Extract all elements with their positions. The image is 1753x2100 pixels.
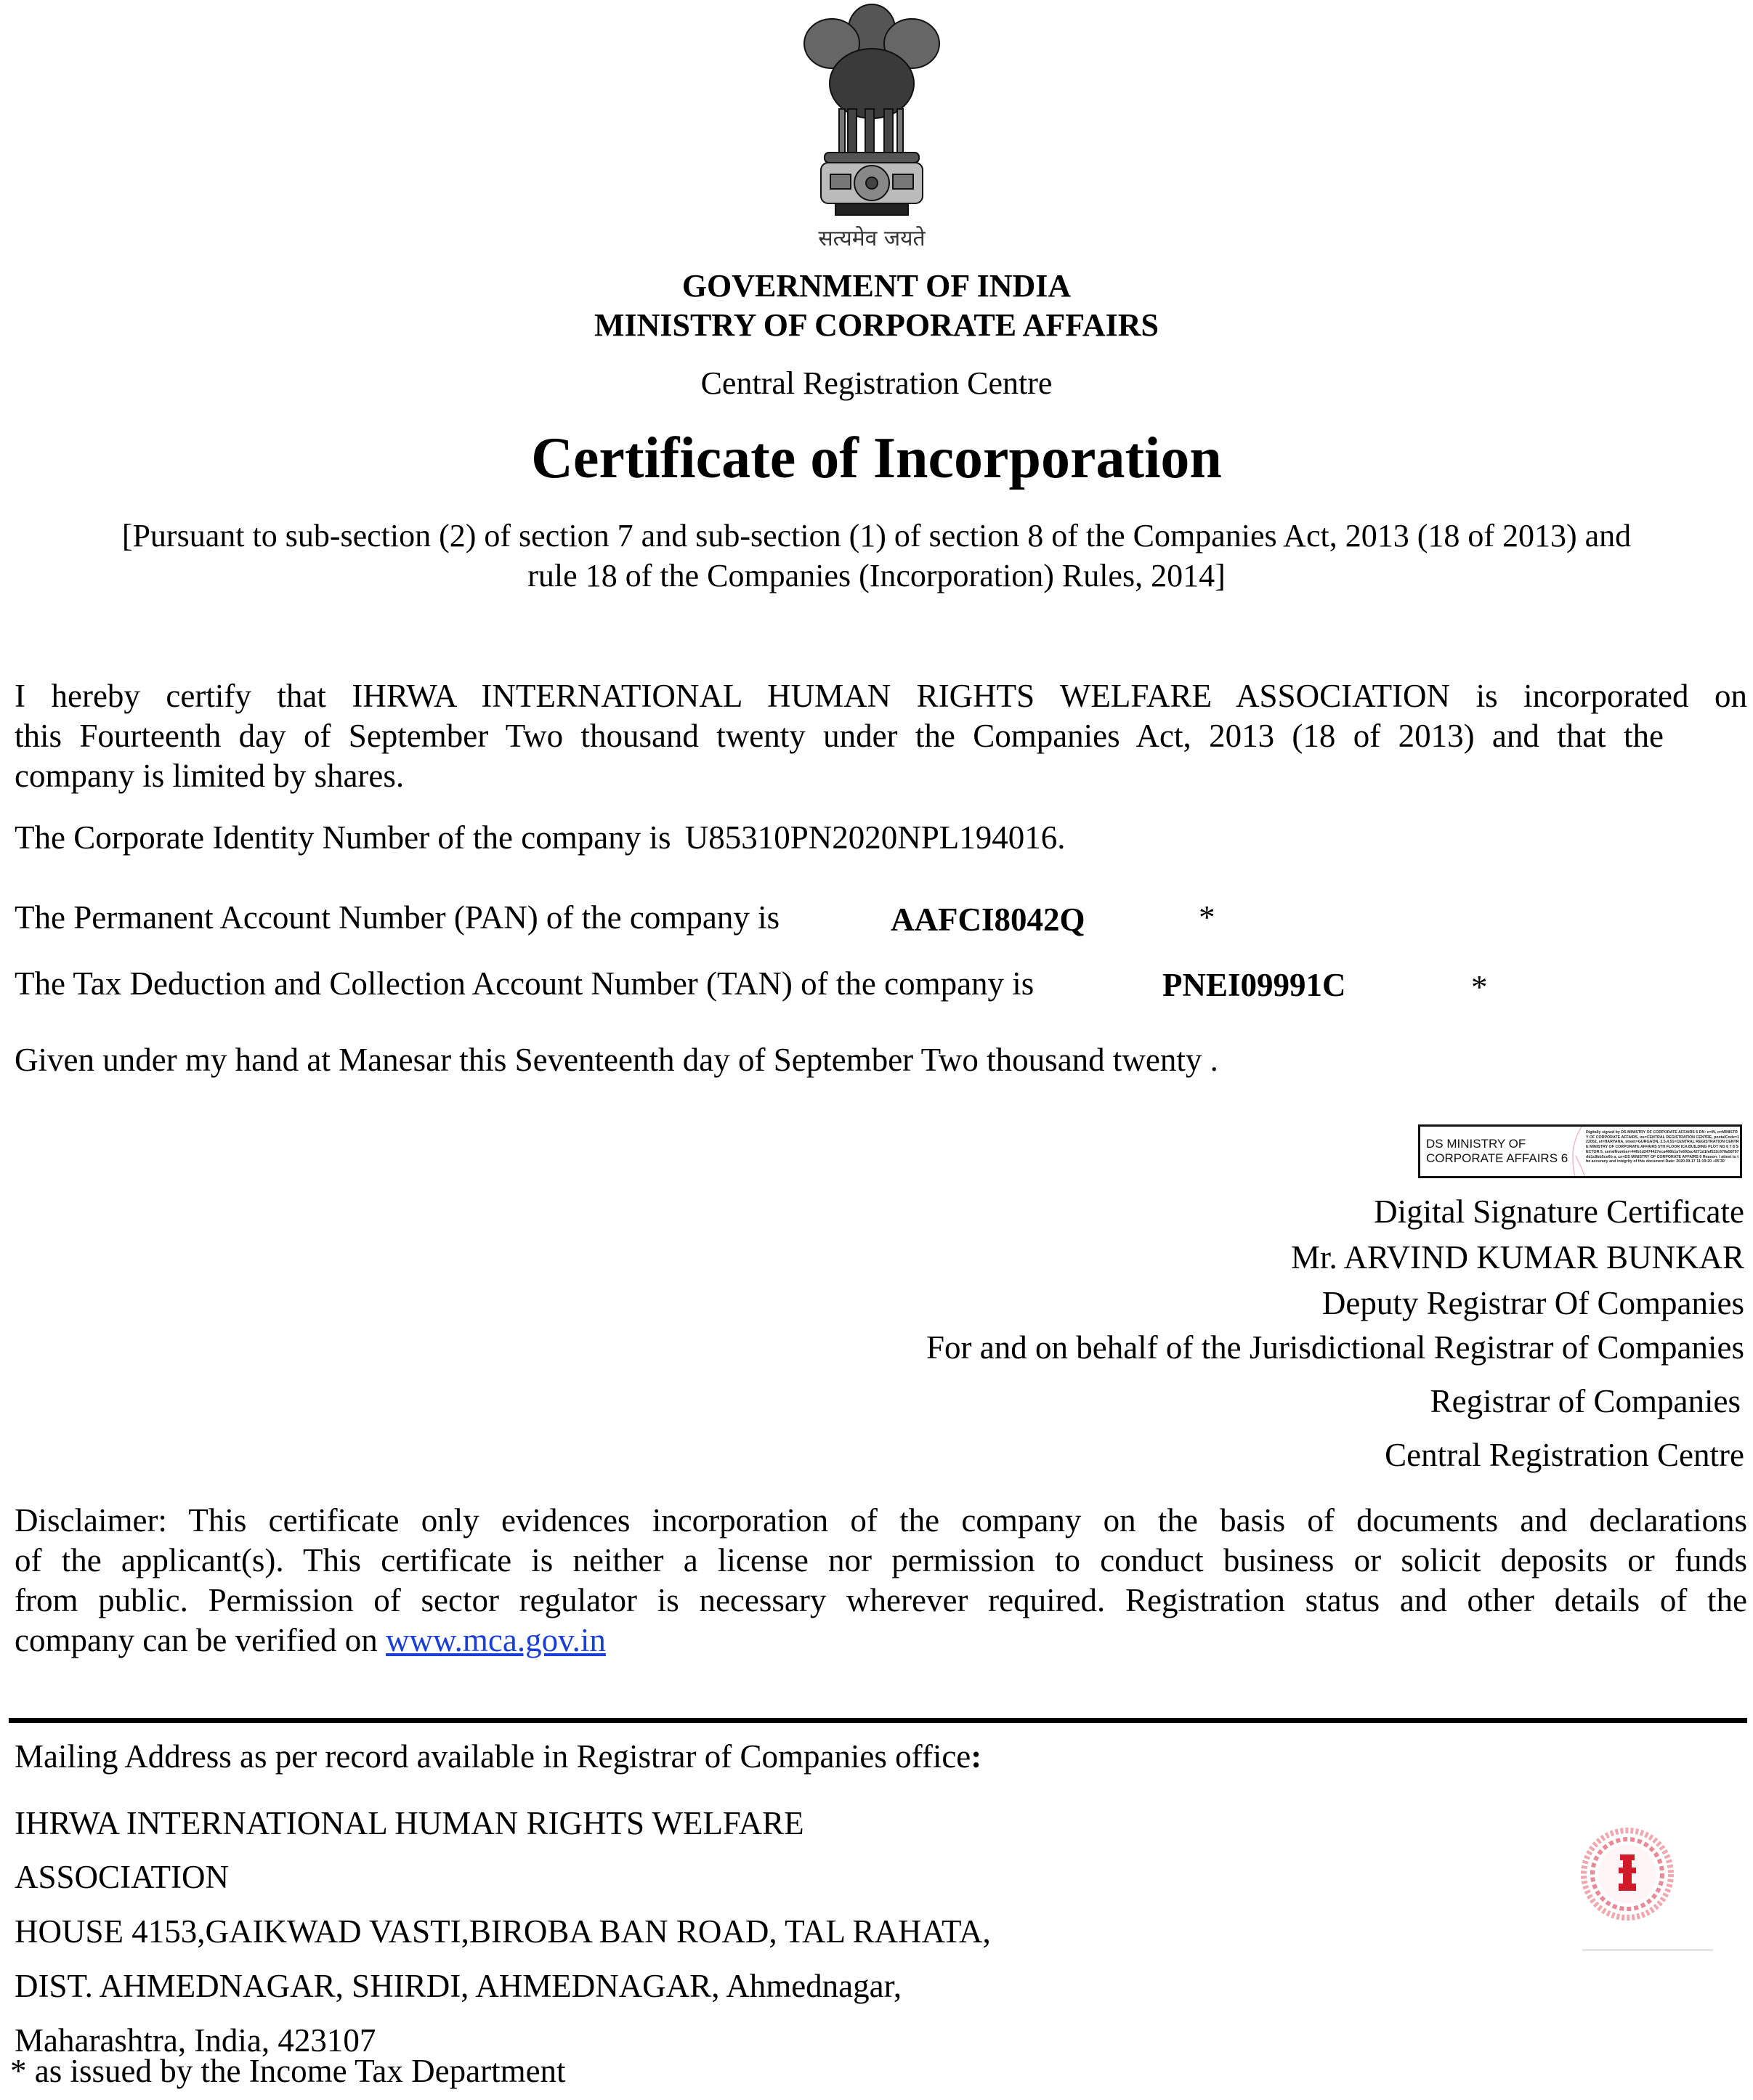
signatory-designation: Deputy Registrar Of Companies: [1321, 1285, 1744, 1321]
pursuant-line-1: [Pursuant to sub-section (2) of section 7 and sub-section (1) of section 8 of the Companies Act, 2013 (18 of 2013) and: [121, 518, 1632, 554]
address-line: Maharashtra, India, 423107: [15, 2022, 376, 2059]
tan-label: The Tax Deduction and Collection Account Number (TAN) of the company is: [15, 965, 1035, 1002]
cin-line: [15, 819, 1066, 856]
certify-line-2: this Fourteenth day of September Two thousand twenty under the Companies Act, 2013 (18 of 2013) and that the: [15, 718, 1664, 754]
digital-signature-box[interactable]: [1418, 1124, 1742, 1178]
disclaimer-line-1: Disclaimer: This certificate only evidences incorporation of the company on the basis of documents and declarations: [15, 1502, 1747, 1538]
footnote: * as issued by the Income Tax Department: [10, 2053, 566, 2089]
certify-line-1: I hereby certify that IHRWA INTERNATIONAL HUMAN RIGHTS WELFARE ASSOCIATION is incorporated on: [15, 678, 1747, 714]
page-title: Certificate of Incorporation: [531, 426, 1222, 490]
address-line: IHRWA INTERNATIONAL HUMAN RIGHTS WELFARE: [15, 1805, 804, 1841]
signer-name: DS MINISTRY OF CORPORATE AFFAIRS 6: [1426, 1137, 1568, 1165]
government-heading: GOVERNMENT OF INDIA: [681, 268, 1072, 304]
mailing-heading-colon: :: [971, 1738, 982, 1775]
ministry-heading: MINISTRY OF CORPORATE AFFAIRS: [594, 307, 1159, 343]
mca-seal-icon: [1580, 1827, 1675, 1921]
address-line: HOUSE 4153,GAIKWAD VASTI,BIROBA BAN ROAD, TAL RAHATA,: [15, 1913, 991, 1950]
pan-value: AAFCI8042Q: [891, 901, 1085, 938]
given-line: Given under my hand at Manesar this Seventeenth day of September Two thousand twenty .: [15, 1042, 1218, 1078]
tan-value: PNEI09991C: [1162, 967, 1346, 1003]
section-divider: [9, 1718, 1747, 1723]
pan-label: The Permanent Account Number (PAN) of the company is: [15, 899, 780, 936]
cin-label: The Corporate Identity Number of the company is: [15, 819, 671, 856]
signature-check-icon: [1566, 1127, 1587, 1178]
signatory-office: Registrar of Companies: [1430, 1383, 1741, 1419]
mailing-heading: [15, 1738, 981, 1775]
signature-details: Digitally signed by DS MINISTRY OF CORPORATE AFFAIRS 6 DN: c=IN, o=MINISTRY OF CORPORATE AFFAIRS, ou=CENTRAL REGISTRATION CENTRE, postalCode=122052, st=HARYANA, street=GURGAON, 2.5.4.51=CENTRAL REGISTRATION CENTRE MINISTRY OF CORPORATE AFFAIRS 5TH FLOOR ICA BUILDING PLOT NO 6 7 8 SECTOR 5, serialNumber=44fb1d2474427eca468b1a7e692ac4271d1faf522c678a58757dd1c8bb5ce6b a, cn=DS MINISTRY OF CORPORATE AFFAIRS 6 Reason: I attest to the accuracy and integrity of this document Date: 2020.09.17 11:19:20 +05'30': [1586, 1130, 1740, 1164]
pan-line: [15, 899, 780, 936]
tan-footnote-mark: *: [1471, 969, 1488, 1005]
signatory-behalf: For and on behalf of the Jurisdictional Registrar of Companies: [926, 1329, 1744, 1366]
address-line: DIST. AHMEDNAGAR, SHIRDI, AHMEDNAGAR, Ahmednagar,: [15, 1968, 902, 2004]
mca-website-link[interactable]: www.mca.gov.in: [386, 1622, 606, 1658]
stamp-divider: [1582, 1949, 1713, 1951]
disclaimer-line-3: from public. Permission of sector regulator is necessary wherever required. Registration status and other details of the: [15, 1582, 1747, 1618]
disclaimer-line-4-text: company can be verified on: [15, 1622, 378, 1658]
disclaimer-line-2: of the applicant(s). This certificate is neither a license nor permission to conduct business or solicit deposits or funds: [15, 1542, 1747, 1578]
centre-subheading: Central Registration Centre: [700, 365, 1053, 401]
signatory-name: Mr. ARVIND KUMAR BUNKAR: [1291, 1239, 1744, 1276]
signatory-centre: Central Registration Centre: [1385, 1437, 1744, 1473]
pursuant-line-2: rule 18 of the Companies (Incorporation) Rules, 2014]: [527, 558, 1226, 593]
pan-footnote-mark: *: [1199, 899, 1215, 936]
cin-value: U85310PN2020NPL194016.: [684, 819, 1066, 856]
emblem-motto: सत्यमेव जयते: [818, 226, 926, 251]
national-emblem-icon: [795, 0, 948, 251]
address-line: ASSOCIATION: [15, 1859, 230, 1895]
dsc-label: Digital Signature Certificate: [1374, 1193, 1744, 1230]
disclaimer-line-4: [15, 1621, 606, 1659]
mailing-heading-text: Mailing Address as per record available in Registrar of Companies office: [15, 1738, 971, 1775]
certify-line-3: company is limited by shares.: [15, 758, 405, 794]
tan-line: [15, 965, 1034, 1002]
